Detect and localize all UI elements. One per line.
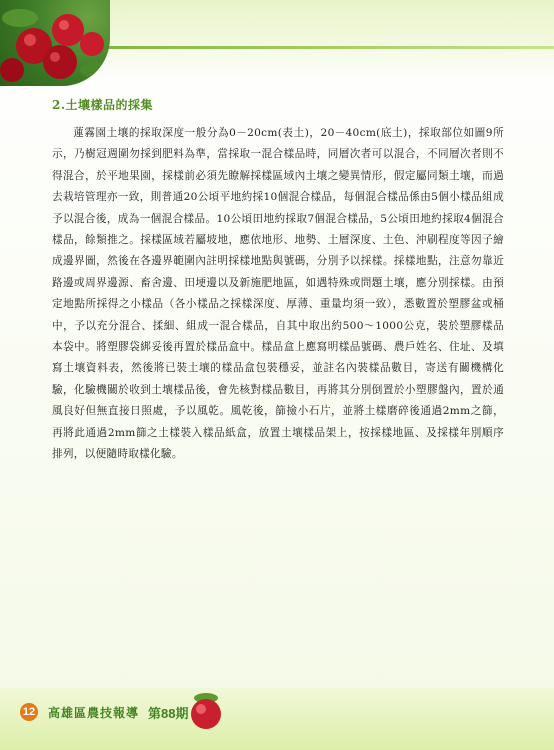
body-paragraph: 蓮霧園土壤的採取深度一般分為0－20cm(表土)，20－40cm(底土)，採取部位如圖9所示，乃樹冠週圍勿採到肥料為準，當採取一混合樣品時，同層次者可以混合，不同層次者則不得混合，於平地果園，採樣前必須先瞭解採樣區域內土壤之變異情形，假定屬同類土壤，而過去栽培管理亦一致，則普通20公頃平地約採10個混合樣品，每個混合樣品係由5個小樣品組成予以混合後，成為一個混合樣品。10公頃田地約採取7個混合樣品，5公頃田地約採取4個混合樣品，餘類推之。採樣區域若屬坡地，應依地形、地勢、土層深度、土色、沖刷程度等因子繪成邊界圖，然後在各邊界範圍內註明採樣地點與號碼，分別予以採樣。採樣地點，注意勿靠近路邊或周界邊源、畜舍邊、田埂邊以及新施肥地區，如遇特殊或問題土壤，應分別採樣。由預定地點所採得之小樣品（各小樣品之採樣深度、厚薄、重量均須一致），悉數置於塑膠盆或桶中，予以充分混合、揉細、組成一混合樣品，自其中取出約500～1000公克，裝於塑膠樣品本袋中。將塑膠袋綁妥後再置於樣品盒中。樣品盒上應寫明樣品號碼、農戶姓名、住址、及填寫土壤資料表，然後將已裝土壤的樣品盒包裝穩妥，並註名內裝樣品數目，寄送有關機構化驗，化驗機關於收到土壤樣品後，會先核對樣品數目，再將其分別倒置於小塑膠盤內，置於通風良好但無直接日照處，予以風乾。風乾後，篩撿小石片，並將土樣磨碎後通過2mm之篩，再將此通過2mm篩之土樣裝入樣品紙盒，放置土壤樣品架上，按採樣地區、及採樣年別順序排列，以便隨時取樣化驗。 xyxy=(52,127,504,461)
header-rule xyxy=(80,46,554,49)
wax-apple-icon xyxy=(186,688,226,736)
section-heading: 2.土壤樣品的採集 xyxy=(52,98,154,112)
wax-apple-photo xyxy=(0,0,110,86)
issue-number: 第88期 xyxy=(148,706,189,721)
page-number: 12 xyxy=(20,703,38,721)
journal-title: 高雄區農技報導 xyxy=(48,706,140,720)
